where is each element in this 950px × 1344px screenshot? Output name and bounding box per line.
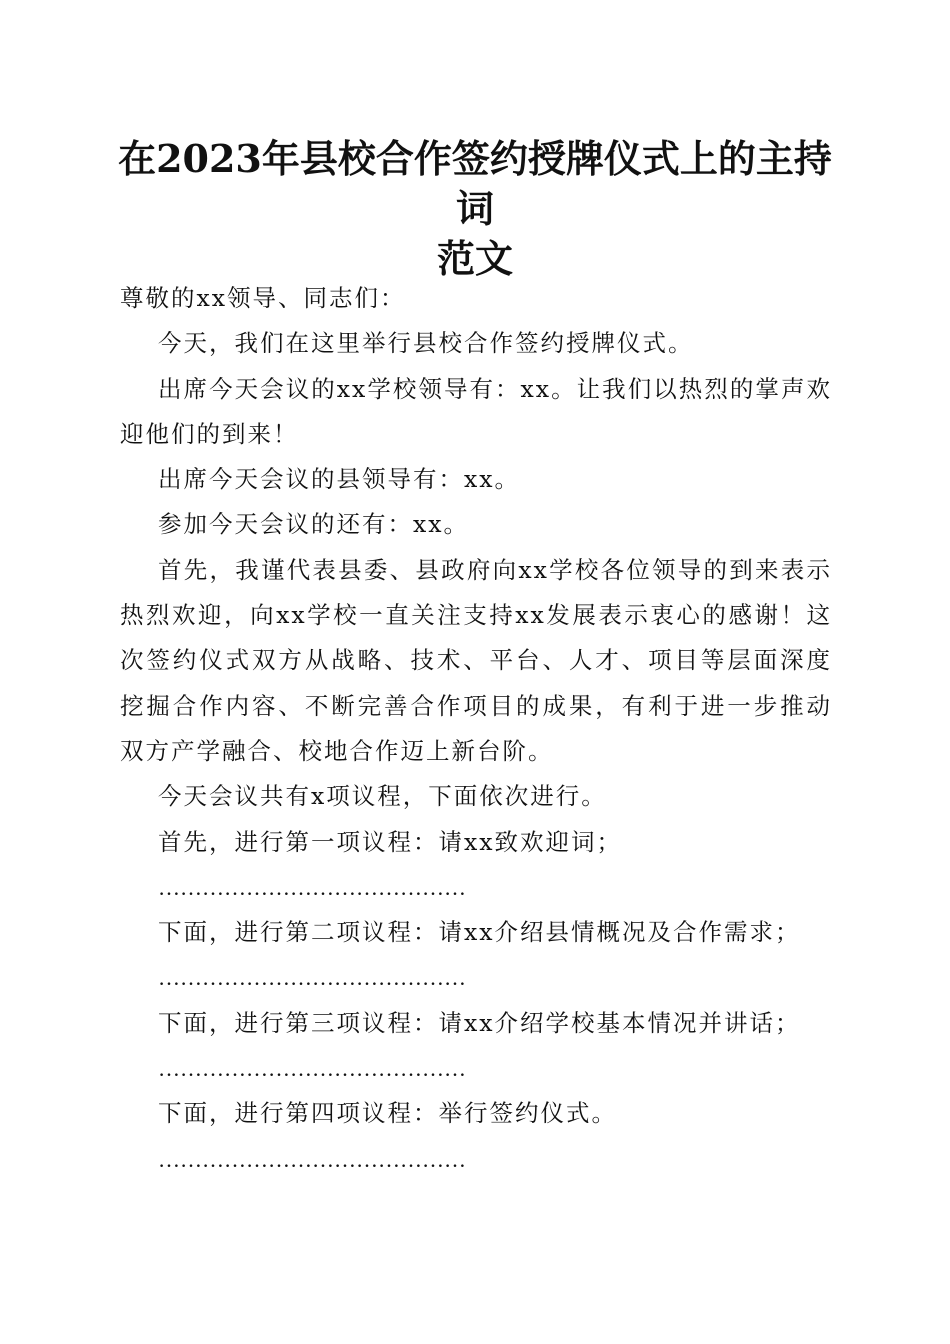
ellipsis-line: ……………………………………	[158, 965, 466, 991]
agenda-item-2: 下面，进行第二项议程：请xx介绍县情概况及合作需求；	[158, 918, 801, 947]
paragraph-opening: 今天，我们在这里举行县校合作签约授牌仪式。	[158, 329, 694, 358]
document-body	[120, 276, 832, 1182]
paragraph-county-leaders: 出席今天会议的县领导有：xx。	[158, 465, 521, 494]
agenda-item-1: 首先，进行第一项议程：请xx致欢迎词；	[158, 827, 623, 856]
paragraph-school-leaders: 出席今天会议的xx学校领导有：xx。让我们以热烈的掌声欢迎他们的到来！	[120, 374, 832, 448]
paragraph-attendees: 参加今天会议的还有：xx。	[158, 510, 470, 539]
document-title	[100, 134, 850, 284]
agenda-item-3: 下面，进行第三项议程：请xx介绍学校基本情况并讲话；	[158, 1008, 801, 1037]
agenda-item-4: 下面，进行第四项议程：举行签约仪式。	[158, 1099, 617, 1128]
paragraph-agenda-intro: 今天会议共有x项议程，下面依次进行。	[158, 782, 607, 811]
ellipsis-line: ……………………………………	[158, 1146, 466, 1172]
ellipsis-line: ……………………………………	[158, 1056, 466, 1082]
title-line-1: 在2023年县校合作签约授牌仪式上的主持词	[118, 136, 832, 231]
salutation: 尊敬的xx领导、同志们：	[120, 284, 406, 312]
paragraph-welcome: 首先，我谨代表县委、县政府向xx学校各位领导的到来表示热烈欢迎，向xx学校一直关注支持xx发展表示衷心的感谢！这次签约仪式双方从战略、技术、平台、人才、项目等层面深度挖掘合作内容、不断完善合作项目的成果，有利于进一步推动双方产学融合、校地合作迈上新台阶。	[120, 555, 832, 765]
ellipsis-line: ……………………………………	[158, 874, 466, 900]
title-line-2: 范文	[436, 236, 513, 281]
